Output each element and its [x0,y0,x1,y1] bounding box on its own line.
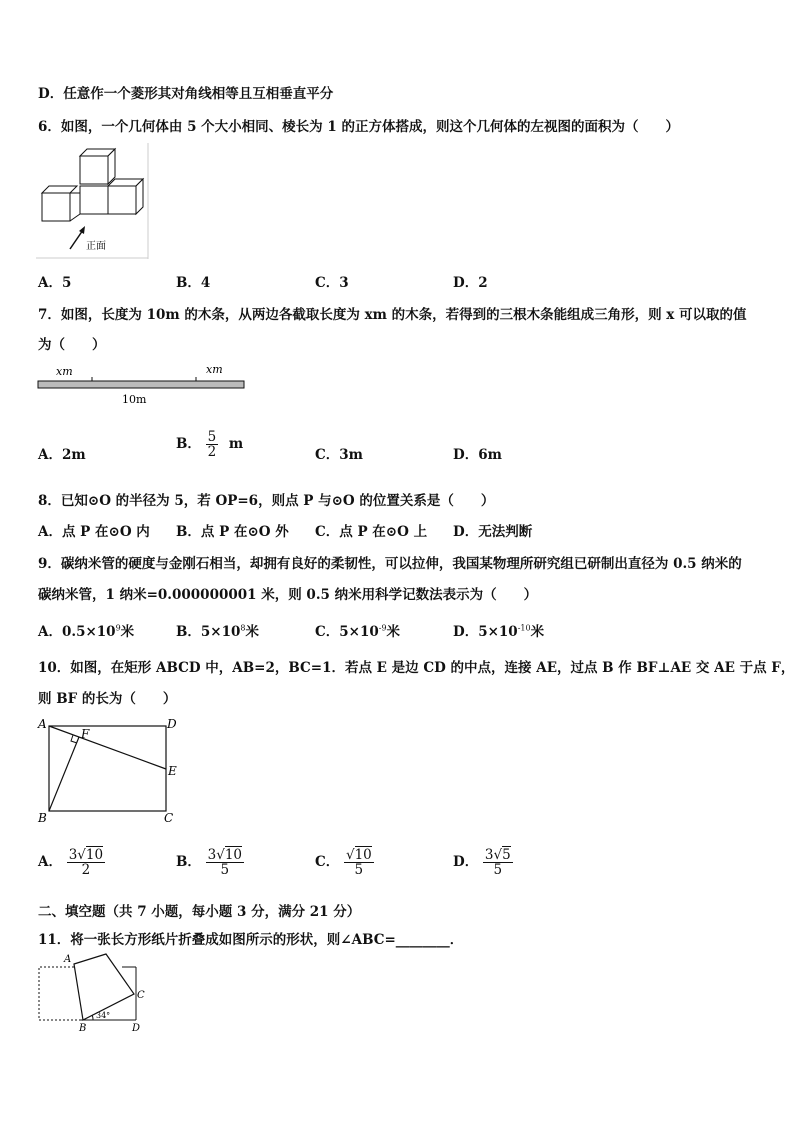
q7-label-bottom: 10m [122,393,147,406]
q10-option-b: B． $\frac{3√10}{5}$ [176,847,243,879]
q6-cube-figure [36,143,152,259]
q10-option-d: D． $\frac{3√5}{5}$ [453,847,511,879]
q6-option-d: D．2 [453,275,488,291]
q10-label-a: A [38,717,47,731]
q11-label-c: C [137,990,145,1001]
q11-stem: 11．将一张长方形纸片折叠成如图所示的形状，则∠ABC=________． [38,932,464,948]
q7-option-a: A．2m [38,447,86,463]
q10-label-d: D [167,717,177,731]
q11-label-b: B [79,1023,87,1034]
q7-option-d: D．6m [453,447,502,463]
q6-stem: 6．如图，一个几何体由 5 个大小相同、棱长为 1 的正方体搭成，则这个几何体的左视图的面积为（ ） [38,119,679,135]
q7-label-left: xm [56,365,73,378]
q8-option-d: D．无法判断 [453,524,533,540]
section2-title: 二、填空题（共 7 小题，每小题 3 分，满分 21 分） [38,904,361,920]
q10-label-e: E [168,764,177,778]
q9-option-c: C．$5\times 10^{-9}$米 [315,623,401,640]
q10-stem-line1: 10．如图，在矩形 ABCD 中，AB=2，BC=1．若点 E 是边 CD 的中点，连接 AE，过点 B 作 BF⊥AE 交 AE 于点 F， [38,660,794,676]
q11-label-d: D [132,1023,141,1034]
q8-option-a: A．点 P 在⊙O 内 [38,524,150,540]
q11-fold-figure [36,952,156,1034]
q10-rectangle-figure [36,714,184,828]
q6-front-label: 正面 [86,241,106,252]
q6-option-c: C．3 [315,275,349,291]
q8-stem: 8．已知⊙O 的半径为 5，若 OP=6，则点 P 与⊙O 的位置关系是（ ） [38,493,495,509]
q9-option-a: A．$0.5\times 10^9$米 [38,623,135,640]
q7-label-right: xm [206,363,223,376]
q6-option-b: B．4 [176,275,211,291]
q7-option-b: B． $\frac{5}{2}$ m [176,429,244,461]
q10-label-c: C [164,811,174,825]
q7-stem-line1: 7．如图，长度为 10m 的木条，从两边各截取长度为 xm 的木条，若得到的三根木条能组成三角形，则 x 可以取的值 [38,307,747,323]
q11-label-a: A [64,954,72,965]
q10-stem-line2: 则 BF 的长为（ ） [38,691,177,707]
q10-label-b: B [38,811,47,825]
q7-option-c: C．3m [315,447,363,463]
q9-stem-line1: 9．碳纳米管的硬度与金刚石相当，却拥有良好的柔韧性，可以拉伸，我国某物理所研究组已研制出直径为 0.5 纳米的 [38,556,742,572]
q9-stem-line2: 碳纳米管，1 纳米=0.000000001 米，则 0.5 纳米用科学记数法表示为（ ） [38,587,538,603]
q6-option-a: A．5 [38,275,72,291]
q7-stem-line2: 为（ ） [38,337,106,353]
q8-option-b: B．点 P 在⊙O 外 [176,524,289,540]
q10-label-f: F [81,727,90,741]
q9-option-b: B．$5\times 10^8$米 [176,623,259,640]
q10-option-c: C． $\frac{√10}{5}$ [315,847,372,879]
q9-option-d: D．$5\times 10^{-10}$米 [453,623,545,640]
q10-option-a: A． $\frac{3√10}{2}$ [38,847,104,879]
q5-option-d: D．任意作一个菱形其对角线相等且互相垂直平分 [38,86,334,102]
q11-angle-label: 34° [96,1011,111,1020]
q7-wood-figure [36,360,248,410]
q8-option-c: C．点 P 在⊙O 上 [315,524,428,540]
